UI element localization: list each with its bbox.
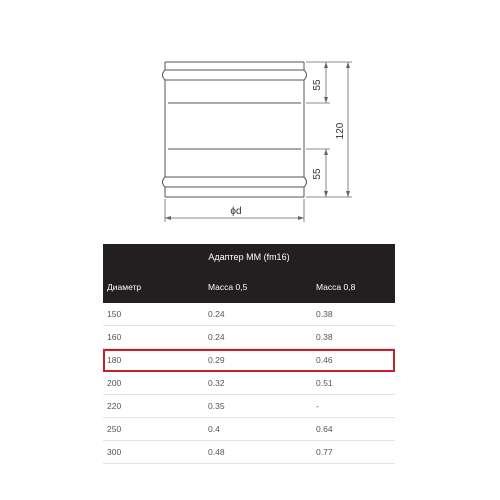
cell-diameter: 250 [107, 424, 122, 434]
cell-diameter: 220 [107, 401, 122, 411]
cell-diameter: 150 [107, 309, 122, 319]
cell-diameter: 180 [107, 355, 122, 365]
header-diameter: Диаметр [107, 281, 142, 292]
table-row [103, 441, 395, 464]
dim-top-label: 55 [312, 79, 323, 91]
header-mass-08: Масса 0,8 [316, 281, 356, 292]
cell-diameter: 200 [107, 378, 122, 388]
cell-mass-05: 0.29 [208, 355, 225, 365]
dim-diameter-label: ϕd [230, 206, 242, 217]
table-row [103, 326, 395, 349]
adapter-technical-drawing [0, 0, 500, 236]
table-row [103, 418, 395, 441]
table-row [103, 349, 395, 372]
dim-total-label: 120 [335, 122, 346, 140]
dim-bottom-label: 55 [312, 168, 323, 180]
adapter-weight-table [103, 244, 395, 464]
cell-mass-08: 0.77 [316, 447, 333, 457]
cell-diameter: 300 [107, 447, 122, 457]
table-header-row [103, 270, 395, 303]
cell-mass-05: 0.24 [208, 309, 225, 319]
cell-mass-08: 0.46 [316, 355, 333, 365]
table-title: Адаптер ММ (fm16) [103, 244, 395, 270]
cell-mass-05: 0.32 [208, 378, 225, 388]
table-row [103, 395, 395, 418]
cell-mass-08: 0.51 [316, 378, 333, 388]
cell-mass-08: 0.38 [316, 332, 333, 342]
cell-mass-08: - [316, 401, 319, 411]
cell-mass-05: 0.48 [208, 447, 225, 457]
cell-mass-05: 0.4 [208, 424, 220, 434]
cell-mass-05: 0.35 [208, 401, 225, 411]
table-row [103, 303, 395, 326]
cell-mass-05: 0.24 [208, 332, 225, 342]
cell-diameter: 160 [107, 332, 122, 342]
header-mass-05: Масса 0,5 [208, 281, 248, 292]
cell-mass-08: 0.38 [316, 309, 333, 319]
table-row [103, 372, 395, 395]
cell-mass-08: 0.64 [316, 424, 333, 434]
